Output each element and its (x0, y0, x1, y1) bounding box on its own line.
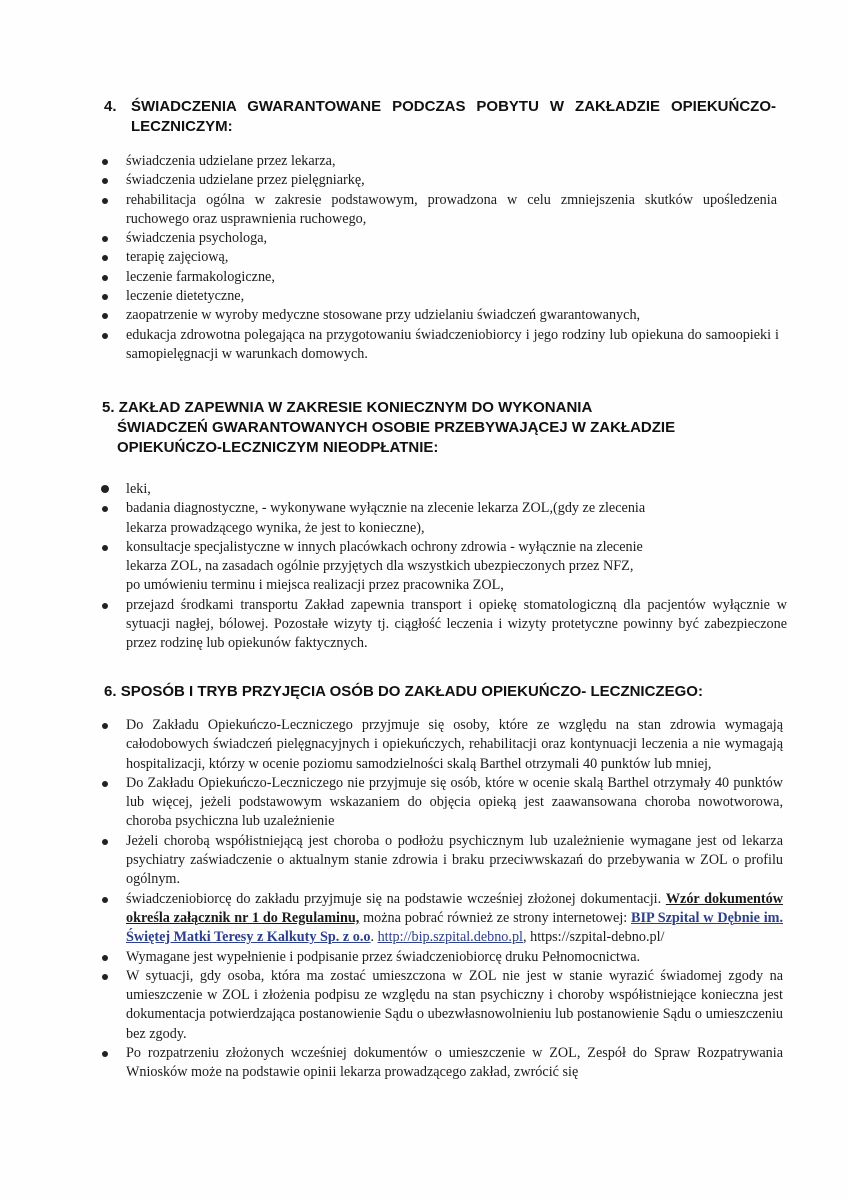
bullet-icon (102, 275, 108, 281)
bip-url-link[interactable]: http://bip.szpital.debno.pl (377, 929, 523, 946)
bullet-icon (102, 255, 108, 261)
list-item: Jeżeli chorobą współistniejącą jest choroba o podłożu psychicznym lub uzależnienie wymagane jest od lekarza psychiatry zaświadczenie o aktualnym stanie zdrowia i braku przeciwwskazań do przebywania w ZOL o profilu ogólnym. (97, 832, 783, 890)
bullet-icon (102, 603, 108, 609)
section-5-title-line3: OPIEKUŃCZO-LECZNICZYM NIEODPŁATNIE: (117, 439, 439, 456)
bullet-icon (102, 781, 108, 787)
list-item: świadczenia udzielane przez pielęgniarkę, (97, 171, 779, 190)
list-item: edukacja zdrowotna polegająca na przygotowaniu świadczeniobiorcy i jego rodziny lub opiekuna do samoopieki i samopielęgnacji w warunkach domowych. (97, 326, 779, 365)
section-6-title: SPOSÓB I TRYB PRZYJĘCIA OSÓB DO ZAKŁADU OPIEKUŃCZO- LECZNICZEGO: (120, 683, 703, 700)
bullet-icon (102, 159, 108, 165)
bullet-icon (102, 333, 108, 339)
section-4-heading (104, 97, 784, 137)
section-4-number: 4. (104, 98, 117, 115)
list-item: badania diagnostyczne, - wykonywane wyłącznie na zlecenie lekarza ZOL,(gdy ze zlecenia lekarza prowadzącego wynika, że jest to konieczne), (97, 499, 787, 538)
bullet-icon (101, 485, 109, 493)
bullet-icon (102, 178, 108, 184)
list-item: przejazd środkami transportu Zakład zapewnia transport i opiekę stomatologiczną dla pacjentów wyłącznie w sytuacji nagłej, bólowej. Pozostałe wizyty tj. ciągłość leczenia i wizyty protetyczne powinny być zabezpieczone przez rodzinę lub opiekunów faktycznych. (97, 596, 787, 654)
section-5-title-line1: ZAKŁAD ZAPEWNIA W ZAKRESIE KONIECZNYM DO WYKONANIA (118, 399, 593, 416)
bullet-icon (102, 236, 108, 242)
section-6-list (97, 716, 783, 1083)
bullet-icon (102, 839, 108, 845)
list-item: świadczenia psychologa, (97, 229, 779, 248)
bullet-icon (102, 723, 108, 729)
bullet-icon (102, 1051, 108, 1057)
section-6-number: 6. (104, 683, 117, 700)
section-4-title-line2: LECZNICZYM: (131, 118, 233, 135)
bullet-icon (102, 294, 108, 300)
bullet-icon (102, 545, 108, 551)
bullet-icon (102, 313, 108, 319)
list-item: Do Zakładu Opiekuńczo-Leczniczego przyjmuje się osoby, które ze względu na stan zdrowia wymagają całodobowych świadczeń pielęgnacyjnych i opiekuńczych, rehabilitacji oraz kontynuacji leczenia a nie wymagają hospitalizacji, którzy w ocenie poziomu samodzielności skalą Barthel otrzymali 40 punktów lub mniej, (97, 716, 783, 774)
list-item: W sytuacji, gdy osoba, która ma zostać umieszczona w ZOL nie jest w stanie wyrazić świadomej zgody na umieszczenie w ZOL i złożenia podpisu ze względu na stan psychiczny i choroby współistniejące konieczna jest dokumentacja potwierdzająca postanowienie Sądu o ubezwłasnowolnieniu lub postanowienie Sądu o umieszczeniu bez zgody. (97, 967, 783, 1044)
list-item: leczenie farmakologiczne, (97, 268, 779, 287)
list-item: świadczeniobiorcę do zakładu przyjmuje się na podstawie wcześniej złożonej dokumentacji. Wzór dokumentów określa załącznik nr 1 do Regulaminu, można pobrać również ze strony internetowej: BIP Szpital w Dębnie im. Świętej Matki Teresy z Kalkuty Sp. z o.o. http://bip.szpital.debno.pl, https://szpital-debno.pl/ (97, 890, 783, 948)
section-4-list (97, 152, 779, 364)
list-item: świadczenia udzielane przez lekarza, (97, 152, 779, 171)
list-item: Do Zakładu Opiekuńczo-Leczniczego nie przyjmuje się osób, które w ocenie skalą Barthel otrzymały 40 punktów lub więcej, jeżeli podstawowym wskazaniem do objęcia opieką jest zaawansowana choroba nowotworowa, choroba psychiczna lub uzależnienie (97, 774, 783, 832)
section-4-title-line1: ŚWIADCZENIA GWARANTOWANE PODCZAS POBYTU W ZAKŁADZIE OPIEKUŃCZO- (131, 98, 776, 115)
section-5-number: 5. (102, 399, 115, 416)
bullet-icon (102, 974, 108, 980)
list-item: Wymagane jest wypełnienie i podpisanie przez świadczeniobiorcę druku Pełnomocnictwa. (97, 948, 783, 967)
hospital-url-text: , https://szpital-debno.pl/ (523, 929, 665, 946)
section-6-heading (104, 682, 784, 702)
bullet-icon (102, 955, 108, 961)
list-item: leczenie dietetyczne, (97, 287, 779, 306)
list-item: zaopatrzenie w wyroby medyczne stosowane przy udzielaniu świadczeń gwarantowanych, (97, 306, 779, 325)
list-item: rehabilitacja ogólna w zakresie podstawowym, prowadzona w celu zmniejszenia skutków upośledzenia ruchowego oraz usprawnienia ruchowego, (97, 191, 779, 230)
bullet-icon (102, 897, 108, 903)
section-5-heading (102, 398, 702, 458)
regulation-attachment-link[interactable]: Wzór dokumentów określa załącznik nr 1 do Regulaminu, (126, 890, 783, 926)
list-item: Po rozpatrzeniu złożonych wcześniej dokumentów o umieszczenie w ZOL, Zespół do Spraw Rozpatrywania Wniosków może na podstawie opinii lekarza prowadzącego zakład, zwrócić się (97, 1044, 783, 1083)
section-5-list (97, 480, 787, 654)
bip-hospital-link[interactable]: BIP Szpital w Dębnie im. Świętej Matki Teresy z Kalkuty Sp. z o.o (126, 909, 784, 946)
section-5-title-line2: ŚWIADCZEŃ GWARANTOWANYCH OSOBIE PRZEBYWAJĄCEJ W ZAKŁADZIE (117, 419, 676, 436)
bullet-icon (102, 198, 108, 204)
list-item: konsultacje specjalistyczne w innych placówkach ochrony zdrowia - wyłącznie na zlecenie lekarza ZOL, na zasadach ogólnie przyjętych dla wszystkich ubezpieczonych przez NFZ, po umówieniu terminu i miejsca realizacji przez pracownika ZOL, (97, 538, 787, 596)
list-item: leki, (97, 480, 787, 499)
bullet-icon (102, 506, 108, 512)
list-item: terapię zajęciową, (97, 248, 779, 267)
